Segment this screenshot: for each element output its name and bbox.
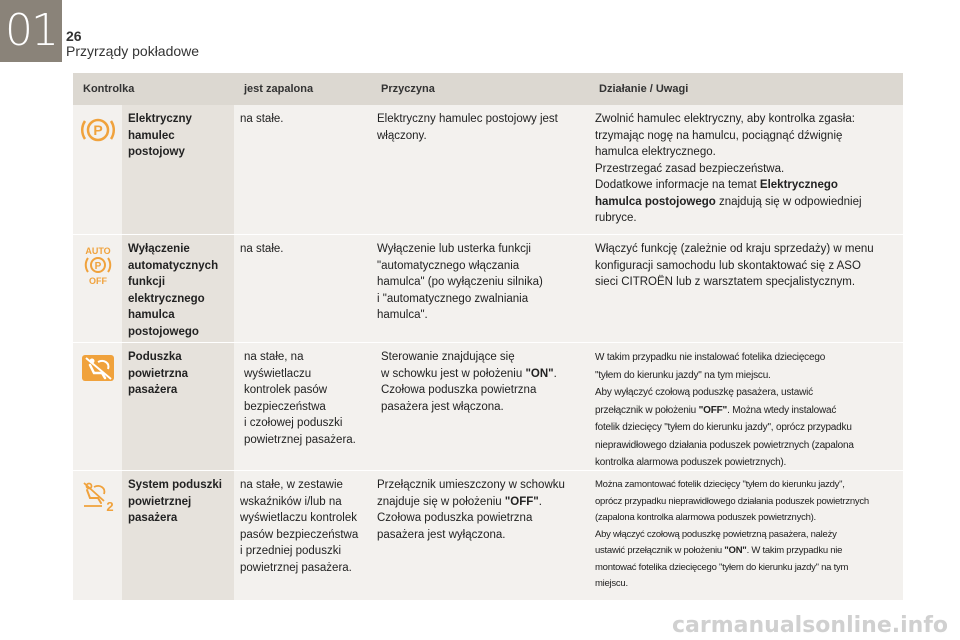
cause-line: hamulca". [377, 309, 428, 321]
cause [371, 343, 589, 470]
passenger-airbag-system-icon [80, 481, 116, 513]
lit-line: na stałe. [240, 113, 284, 125]
action-line: Aby wyłączyć czołową poduszkę pasażera, ustawić [595, 387, 813, 398]
table-header [73, 73, 903, 105]
action-line: miejscu. [595, 578, 628, 589]
name-line: pasażera [128, 384, 178, 396]
action [589, 235, 903, 342]
name-line: Wyłączenie [128, 243, 190, 255]
lit-line: powietrznej pasażera. [240, 561, 352, 574]
bold-text: hamulca postojowego [595, 195, 716, 208]
text-segment: przełącznik w położeniu [595, 404, 699, 416]
column-header-action: Działanie / Uwagi [599, 83, 689, 95]
bold-text: "ON" [525, 367, 554, 380]
name-line: Elektryczny [128, 113, 192, 125]
column-header-lit: jest zapalona [244, 83, 314, 95]
name-line: elektrycznego [128, 292, 205, 305]
cause-line: hamulca" (po wyłączeniu silnika) [377, 276, 543, 288]
cause-line: pasażera jest włączona. [381, 400, 504, 413]
action-line: nieprawidłowego działania poduszek powietrznych (zapalona [595, 439, 854, 451]
row-icon-cell [73, 235, 122, 342]
cause-line: Przełącznik umieszczony w schowku [377, 479, 565, 491]
action-line: sieci CITROËN lub z warsztatem specjalistycznym. [595, 276, 856, 288]
name-line: pasażera [128, 512, 178, 524]
cause [371, 471, 589, 600]
text-segment: w schowku jest w położeniu [381, 367, 526, 380]
name-line: System poduszki [128, 479, 222, 491]
lit-line: powietrznej pasażera. [244, 433, 356, 446]
lit-line: na stałe. [240, 243, 284, 255]
action-line: "tyłem do kierunku jazdy" na tym miejscu. [595, 369, 771, 381]
warning-name [122, 105, 234, 234]
text-segment: ustawić przełącznik w położeniu [595, 545, 725, 556]
name-line: powietrznej [128, 495, 192, 508]
lit-line: pasów bezpieczeństwa [240, 528, 359, 541]
name-line: hamulec [128, 129, 175, 142]
icon-text-off: OFF [88, 276, 107, 285]
table-row [73, 343, 903, 471]
name-line: Poduszka [128, 351, 182, 363]
cause-line: Czołowa poduszka powietrzna [377, 512, 533, 524]
bold-text: "OFF" [698, 404, 728, 416]
icon-text-auto: AUTO [84, 246, 111, 256]
lit-condition [234, 343, 371, 470]
action-line [595, 194, 899, 211]
table-row [73, 471, 903, 601]
icon-digit: 2 [105, 499, 114, 513]
action-line: kontrolka alarmowa poduszek powietrznych). [595, 457, 787, 468]
cause-line: "automatycznego włączania [377, 259, 520, 272]
lit-line: wskaźników i/lub na [240, 495, 342, 508]
lit-condition [234, 105, 371, 234]
action-line: hamulca elektrycznego. [595, 146, 716, 158]
lit-line: bezpieczeństwa [244, 400, 326, 413]
action-line: Aby włączyć czołową poduszkę powietrzną pasażera, należy [595, 528, 837, 540]
lit-condition [234, 471, 371, 600]
cause-line [381, 366, 585, 383]
page-number: 26 [66, 28, 82, 44]
action-line: Przestrzegać zasad bezpieczeństwa. [595, 162, 785, 175]
action-line: Zwolnić hamulec elektryczny, aby kontrolka zgasła: [595, 113, 855, 125]
cause-line: Czołowa poduszka powietrzna [381, 384, 537, 396]
cause-line: Sterowanie znajdujące się [381, 351, 515, 363]
action [589, 343, 903, 470]
lit-line: wyświetlaczu kontrolek [240, 512, 357, 524]
action-line [595, 543, 899, 560]
column-header-kontrolka: Kontrolka [83, 83, 135, 95]
section-title: Przyrządy pokładowe [66, 43, 200, 59]
name-line: postojowego [128, 325, 199, 338]
action-line: (zapalona kontrolka alarmowa poduszek powietrznych). [595, 512, 816, 523]
action [589, 471, 903, 600]
cause-line: i "automatycznego zwalniania [377, 292, 529, 305]
cause-line: Wyłączenie lub usterka funkcji [377, 243, 531, 255]
name-line: postojowy [128, 146, 185, 158]
action-line: konfiguracji samochodu lub skontaktować się z ASO [595, 259, 861, 272]
cause-line: pasażera jest wyłączona. [377, 528, 506, 541]
cause-line [377, 494, 585, 511]
warning-name [122, 235, 234, 342]
lit-line: i czołowej poduszki [244, 417, 343, 429]
table-row [73, 105, 903, 235]
text-segment: . [553, 367, 557, 380]
warning-lights-table [73, 73, 903, 601]
action-line: oprócz przypadku nieprawidłowego działania poduszek powietrznych [595, 495, 869, 507]
lit-line: kontrolek pasów [244, 384, 328, 396]
action-line: trzymając nogę na hamulcu, pociągnąć dźwignię [595, 129, 843, 142]
text-segment: Dodatkowe informacje na temat [595, 179, 760, 191]
action-line: rubryce. [595, 212, 637, 224]
table-row [73, 235, 903, 343]
lit-line: na stałe, na [244, 351, 304, 363]
cause-line: Elektryczny hamulec postojowy jest [377, 113, 558, 125]
watermark: carmanualsonline.info [672, 613, 948, 638]
auto-parking-brake-off-icon [80, 245, 116, 285]
warning-name [122, 471, 234, 600]
action-line: montować fotelika dziecięcego "tyłem do kierunku jazdy" na tym [595, 561, 849, 573]
action-line [595, 402, 899, 420]
svg-text:P: P [94, 261, 101, 272]
action-line: W takim przypadku nie instalować fotelika dziecięcego [595, 352, 826, 363]
text-segment: . [538, 495, 542, 508]
cause [371, 235, 589, 342]
text-segment: znajdują się w odpowiedniej [715, 195, 862, 208]
name-line: automatycznych [128, 259, 219, 272]
svg-text:P: P [92, 122, 103, 138]
parking-brake-warning-icon [80, 115, 116, 145]
action-line: Włączyć funkcję (zależnie od kraju sprzedaży) w menu [595, 243, 874, 255]
name-line: powietrzna [128, 367, 189, 380]
text-segment: znajduje się w położeniu [377, 495, 505, 508]
bold-text: "ON" [724, 545, 747, 556]
lit-condition [234, 235, 371, 342]
lit-line: na stałe, w zestawie [240, 479, 343, 491]
bold-text: "OFF" [504, 495, 539, 508]
warning-name [122, 343, 234, 470]
text-segment: . W takim przypadku nie [746, 545, 843, 556]
action [589, 105, 903, 234]
lit-line: wyświetlaczu [244, 367, 312, 380]
name-line: hamulca [128, 309, 175, 321]
action-line [595, 177, 899, 194]
row-icon-cell [73, 471, 122, 600]
row-icon-cell [73, 105, 122, 234]
chapter-tab: 01 [0, 0, 62, 62]
bold-text: Elektrycznego [759, 179, 838, 191]
action-line: fotelik dziecięcy "tyłem do kierunku jazdy", oprócz przypadku [595, 422, 852, 433]
cause-line: włączony. [377, 129, 427, 142]
action-line: Można zamontować fotelik dziecięcy "tyłem do kierunku jazdy", [595, 479, 845, 490]
row-icon-cell [73, 343, 122, 470]
text-segment: . Można wtedy instalować [727, 404, 837, 416]
cause [371, 105, 589, 234]
passenger-airbag-off-icon [80, 353, 116, 383]
column-header-cause: Przyczyna [381, 83, 435, 95]
lit-line: i przedniej poduszki [240, 545, 342, 557]
name-line: funkcji [128, 276, 166, 288]
